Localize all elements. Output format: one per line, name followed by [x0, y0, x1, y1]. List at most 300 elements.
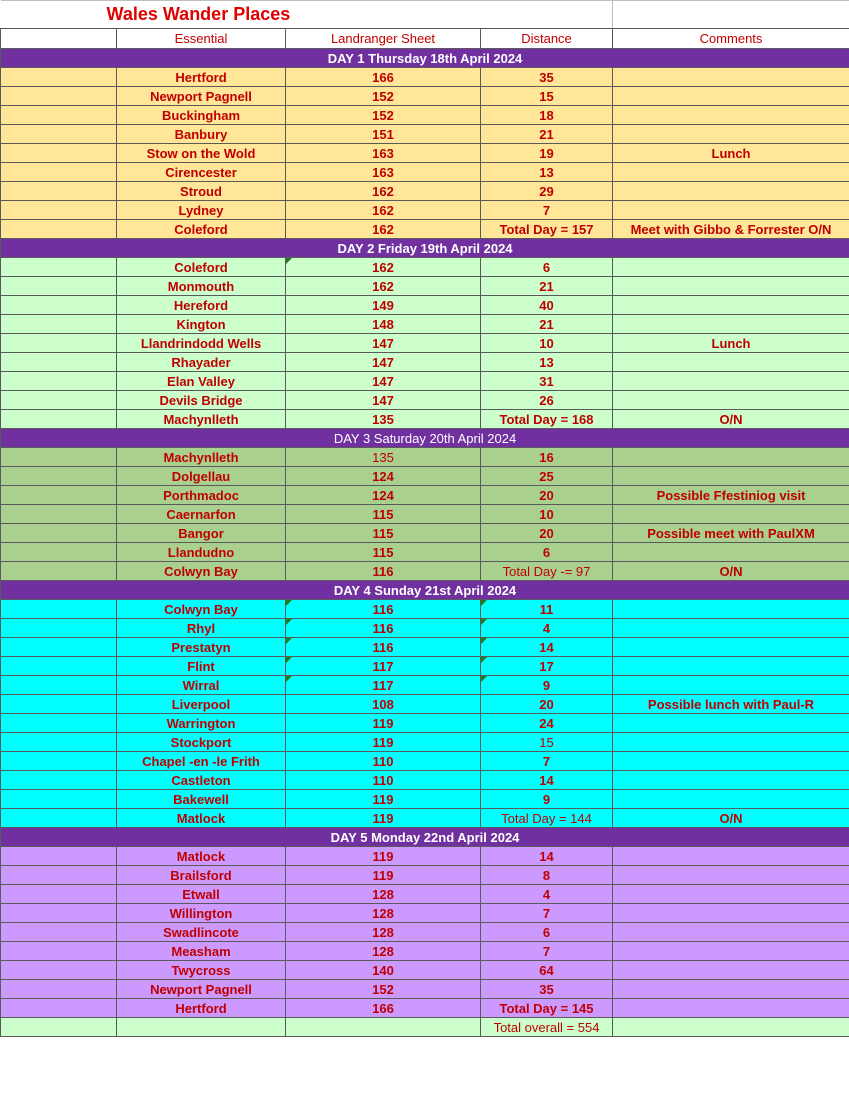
day-header-row	[1, 828, 849, 847]
comment-cell[interactable]: Meet with Gibbo & Forrester O/N	[613, 220, 849, 239]
distance-cell[interactable]: 21	[481, 277, 613, 296]
place-cell[interactable]: Kington	[117, 315, 286, 334]
comment-cell[interactable]	[613, 980, 849, 999]
comment-cell[interactable]	[613, 201, 849, 220]
sheet-cell[interactable]: 162	[286, 182, 481, 201]
stop-row	[1, 372, 849, 391]
header-row	[1, 29, 849, 49]
comment-cell[interactable]	[613, 353, 849, 372]
comment-cell[interactable]	[613, 638, 849, 657]
distance-cell[interactable]: Total Day = 157	[481, 220, 613, 239]
comment-cell[interactable]: Possible lunch with Paul-R	[613, 695, 849, 714]
place-cell[interactable]: Coleford	[117, 220, 286, 239]
place-cell[interactable]: Caernarfon	[117, 505, 286, 524]
empty-cell[interactable]	[1, 277, 117, 296]
comment-cell[interactable]	[613, 163, 849, 182]
stop-row	[1, 619, 849, 638]
sheet-cell[interactable]: 119	[286, 847, 481, 866]
day-header[interactable]: DAY 5 Monday 22nd April 2024	[1, 828, 849, 847]
sheet-cell[interactable]: 147	[286, 353, 481, 372]
distance-cell[interactable]: 6	[481, 923, 613, 942]
comment-cell[interactable]	[613, 372, 849, 391]
sheet-cell[interactable]: 152	[286, 980, 481, 999]
stop-row	[1, 296, 849, 315]
stop-row	[1, 866, 849, 885]
comment-cell[interactable]	[613, 942, 849, 961]
empty-cell[interactable]	[1, 486, 117, 505]
empty-cell[interactable]	[1, 847, 117, 866]
sheet-cell[interactable]: 124	[286, 486, 481, 505]
empty-cell[interactable]	[1, 543, 117, 562]
stop-row	[1, 486, 849, 505]
empty-cell[interactable]	[286, 1018, 481, 1037]
sheet-cell[interactable]: 116	[286, 619, 481, 638]
comment-cell[interactable]	[613, 68, 849, 87]
empty-cell[interactable]	[1, 29, 117, 49]
stop-row	[1, 524, 849, 543]
comment-cell[interactable]	[613, 543, 849, 562]
distance-cell[interactable]: 29	[481, 182, 613, 201]
distance-cell[interactable]: Total Day -= 97	[481, 562, 613, 581]
place-cell[interactable]: Stockport	[117, 733, 286, 752]
empty-cell[interactable]	[1, 562, 117, 581]
comment-cell[interactable]	[613, 752, 849, 771]
place-cell[interactable]: Newport Pagnell	[117, 87, 286, 106]
sheet-cell[interactable]: 119	[286, 790, 481, 809]
header-distance[interactable]: Distance	[481, 29, 613, 49]
stop-row	[1, 543, 849, 562]
distance-cell[interactable]: 20	[481, 695, 613, 714]
place-cell[interactable]: Castleton	[117, 771, 286, 790]
sheet-cell[interactable]: 163	[286, 163, 481, 182]
distance-cell[interactable]: 24	[481, 714, 613, 733]
total-overall-cell[interactable]: Total overall = 554	[481, 1018, 613, 1037]
distance-cell[interactable]: 31	[481, 372, 613, 391]
empty-cell[interactable]	[613, 1018, 849, 1037]
distance-cell[interactable]: 7	[481, 752, 613, 771]
distance-cell[interactable]: 6	[481, 258, 613, 277]
sheet-cell[interactable]: 124	[286, 467, 481, 486]
place-cell[interactable]: Cirencester	[117, 163, 286, 182]
place-cell[interactable]: Colwyn Bay	[117, 562, 286, 581]
comment-cell[interactable]	[613, 467, 849, 486]
day-header-row	[1, 429, 849, 448]
place-cell[interactable]: Buckingham	[117, 106, 286, 125]
sheet-title[interactable]: Wales Wander Places	[1, 1, 481, 29]
stop-row	[1, 638, 849, 657]
place-cell[interactable]: Newport Pagnell	[117, 980, 286, 999]
distance-cell[interactable]: 10	[481, 505, 613, 524]
empty-cell[interactable]	[1, 733, 117, 752]
comment-cell[interactable]	[613, 904, 849, 923]
distance-cell[interactable]: 14	[481, 638, 613, 657]
empty-cell[interactable]	[1, 600, 117, 619]
stop-row	[1, 923, 849, 942]
place-cell[interactable]: Measham	[117, 942, 286, 961]
place-cell[interactable]: Banbury	[117, 125, 286, 144]
sheet-cell[interactable]: 115	[286, 524, 481, 543]
distance-cell[interactable]: 10	[481, 334, 613, 353]
stop-row	[1, 334, 849, 353]
place-cell[interactable]: Monmouth	[117, 277, 286, 296]
stop-row	[1, 714, 849, 733]
sheet-cell[interactable]: 128	[286, 904, 481, 923]
sheet-cell[interactable]: 147	[286, 391, 481, 410]
empty-cell[interactable]	[1, 163, 117, 182]
comment-cell[interactable]	[613, 87, 849, 106]
stop-row	[1, 600, 849, 619]
place-cell[interactable]: Wirral	[117, 676, 286, 695]
place-cell[interactable]: Hertford	[117, 68, 286, 87]
empty-cell[interactable]	[1, 410, 117, 429]
sheet-cell[interactable]: 151	[286, 125, 481, 144]
distance-cell[interactable]: 4	[481, 619, 613, 638]
comment-cell[interactable]	[613, 999, 849, 1018]
sheet-cell[interactable]: 119	[286, 809, 481, 828]
empty-cell[interactable]	[1, 68, 117, 87]
distance-cell[interactable]: 8	[481, 866, 613, 885]
place-cell[interactable]: Flint	[117, 657, 286, 676]
empty-cell[interactable]	[1, 771, 117, 790]
place-cell[interactable]: Bangor	[117, 524, 286, 543]
comment-cell[interactable]: Possible Ffestiniog visit	[613, 486, 849, 505]
comment-cell[interactable]	[613, 619, 849, 638]
distance-cell[interactable]: Total Day = 144	[481, 809, 613, 828]
distance-cell[interactable]: 35	[481, 68, 613, 87]
empty-cell[interactable]	[1, 999, 117, 1018]
comment-cell[interactable]	[613, 866, 849, 885]
distance-cell[interactable]: 21	[481, 315, 613, 334]
empty-cell[interactable]	[1, 923, 117, 942]
place-cell[interactable]: Stroud	[117, 182, 286, 201]
comment-cell[interactable]	[613, 106, 849, 125]
sheet-cell[interactable]: 140	[286, 961, 481, 980]
sheet-cell[interactable]: 162	[286, 277, 481, 296]
distance-cell[interactable]: 9	[481, 790, 613, 809]
empty-cell[interactable]	[1, 714, 117, 733]
distance-cell[interactable]: 14	[481, 847, 613, 866]
comment-cell[interactable]	[613, 961, 849, 980]
empty-cell[interactable]	[1, 258, 117, 277]
distance-cell[interactable]: 20	[481, 486, 613, 505]
distance-cell[interactable]: 15	[481, 733, 613, 752]
empty-cell[interactable]	[1, 752, 117, 771]
distance-cell[interactable]: 15	[481, 87, 613, 106]
header-essential[interactable]: Essential	[117, 29, 286, 49]
comment-cell[interactable]	[613, 923, 849, 942]
comment-cell[interactable]	[613, 182, 849, 201]
distance-cell[interactable]: 18	[481, 106, 613, 125]
sheet-cell[interactable]: 128	[286, 942, 481, 961]
sheet-cell[interactable]: 163	[286, 144, 481, 163]
empty-cell[interactable]	[1, 505, 117, 524]
sheet-cell[interactable]: 147	[286, 334, 481, 353]
sheet-cell[interactable]: 108	[286, 695, 481, 714]
distance-cell[interactable]: 26	[481, 391, 613, 410]
stop-row	[1, 790, 849, 809]
comment-cell[interactable]: O/N	[613, 410, 849, 429]
stop-row	[1, 980, 849, 999]
header-comments[interactable]: Comments	[613, 29, 849, 49]
comment-cell[interactable]: Lunch	[613, 334, 849, 353]
distance-cell[interactable]: 64	[481, 961, 613, 980]
empty-cell[interactable]	[1, 809, 117, 828]
empty-cell[interactable]	[1, 1018, 117, 1037]
sheet-cell[interactable]: 162	[286, 220, 481, 239]
stop-row	[1, 353, 849, 372]
stop-row	[1, 315, 849, 334]
distance-cell[interactable]: 13	[481, 353, 613, 372]
stop-row	[1, 68, 849, 87]
distance-cell[interactable]: 17	[481, 657, 613, 676]
empty-cell[interactable]	[1, 106, 117, 125]
stop-row	[1, 999, 849, 1018]
distance-cell[interactable]: Total Day = 145	[481, 999, 613, 1018]
empty-cell[interactable]	[1, 961, 117, 980]
comment-cell[interactable]	[613, 657, 849, 676]
empty-cell[interactable]	[1, 619, 117, 638]
sheet-cell[interactable]: 135	[286, 448, 481, 467]
stop-row	[1, 942, 849, 961]
empty-cell[interactable]	[117, 1018, 286, 1037]
stop-row	[1, 125, 849, 144]
comment-cell[interactable]	[613, 505, 849, 524]
comment-cell[interactable]: Lunch	[613, 144, 849, 163]
sheet-cell[interactable]: 119	[286, 866, 481, 885]
stop-row	[1, 163, 849, 182]
comment-cell[interactable]	[613, 391, 849, 410]
place-cell[interactable]: Llandrindodd Wells	[117, 334, 286, 353]
sheet-cell[interactable]: 128	[286, 923, 481, 942]
stop-row	[1, 106, 849, 125]
sheet-cell[interactable]: 128	[286, 885, 481, 904]
place-cell[interactable]: Llandudno	[117, 543, 286, 562]
place-cell[interactable]: Prestatyn	[117, 638, 286, 657]
sheet-cell[interactable]: 116	[286, 562, 481, 581]
comment-cell[interactable]: O/N	[613, 562, 849, 581]
comment-cell[interactable]	[613, 296, 849, 315]
stop-row	[1, 87, 849, 106]
sheet-cell[interactable]: 116	[286, 600, 481, 619]
empty-cell[interactable]	[1, 334, 117, 353]
total-row	[1, 1018, 849, 1037]
place-cell[interactable]: Twycross	[117, 961, 286, 980]
empty-cell[interactable]	[1, 220, 117, 239]
distance-cell[interactable]: 21	[481, 125, 613, 144]
sheet-cell[interactable]: 147	[286, 372, 481, 391]
title-row	[1, 1, 849, 29]
comment-cell[interactable]	[613, 258, 849, 277]
empty-cell[interactable]	[1, 980, 117, 999]
place-cell[interactable]: Matlock	[117, 847, 286, 866]
distance-cell[interactable]: 13	[481, 163, 613, 182]
stop-row	[1, 562, 849, 581]
sheet-cell[interactable]: 110	[286, 771, 481, 790]
stop-row	[1, 885, 849, 904]
empty-cell[interactable]	[1, 885, 117, 904]
distance-cell[interactable]: 11	[481, 600, 613, 619]
stop-row	[1, 657, 849, 676]
sheet-cell[interactable]: 115	[286, 505, 481, 524]
stop-row	[1, 277, 849, 296]
place-cell[interactable]: Coleford	[117, 258, 286, 277]
sheet-cell[interactable]: 115	[286, 543, 481, 562]
stop-row	[1, 505, 849, 524]
stop-row	[1, 752, 849, 771]
sheet-cell[interactable]: 166	[286, 68, 481, 87]
stop-row	[1, 676, 849, 695]
place-cell[interactable]: Brailsford	[117, 866, 286, 885]
day-header-row	[1, 239, 849, 258]
sheet-cell[interactable]: 152	[286, 106, 481, 125]
place-cell[interactable]: Porthmadoc	[117, 486, 286, 505]
empty-cell[interactable]	[1, 695, 117, 714]
sheet-cell[interactable]: 149	[286, 296, 481, 315]
comment-cell[interactable]: Possible meet with PaulXM	[613, 524, 849, 543]
empty-cell[interactable]	[1, 638, 117, 657]
empty-cell[interactable]	[1, 448, 117, 467]
place-cell[interactable]: Colwyn Bay	[117, 600, 286, 619]
stop-row	[1, 182, 849, 201]
empty-cell[interactable]	[1, 657, 117, 676]
place-cell[interactable]: Lydney	[117, 201, 286, 220]
comment-cell[interactable]	[613, 771, 849, 790]
distance-cell[interactable]: 25	[481, 467, 613, 486]
comment-cell[interactable]	[613, 676, 849, 695]
day-header[interactable]: DAY 4 Sunday 21st April 2024	[1, 581, 849, 600]
distance-cell[interactable]: 16	[481, 448, 613, 467]
sheet-cell[interactable]: 110	[286, 752, 481, 771]
distance-cell[interactable]: 35	[481, 980, 613, 999]
stop-row	[1, 467, 849, 486]
stop-row	[1, 448, 849, 467]
place-cell[interactable]: Dolgellau	[117, 467, 286, 486]
header-landranger-sheet[interactable]: Landranger Sheet	[286, 29, 481, 49]
comment-cell[interactable]	[613, 315, 849, 334]
sheet-cell[interactable]: 119	[286, 733, 481, 752]
stop-row	[1, 410, 849, 429]
place-cell[interactable]: Warrington	[117, 714, 286, 733]
empty-cell[interactable]	[1, 467, 117, 486]
empty-cell[interactable]	[1, 676, 117, 695]
place-cell[interactable]: Hertford	[117, 999, 286, 1018]
empty-cell[interactable]	[481, 1, 613, 29]
empty-cell[interactable]	[613, 1, 849, 29]
comment-cell[interactable]	[613, 448, 849, 467]
empty-cell[interactable]	[1, 790, 117, 809]
empty-cell[interactable]	[1, 866, 117, 885]
empty-cell[interactable]	[1, 391, 117, 410]
comment-cell[interactable]	[613, 277, 849, 296]
distance-cell[interactable]: 6	[481, 543, 613, 562]
place-cell[interactable]: Devils Bridge	[117, 391, 286, 410]
comment-cell[interactable]	[613, 847, 849, 866]
comment-cell[interactable]	[613, 714, 849, 733]
distance-cell[interactable]: 40	[481, 296, 613, 315]
stop-row	[1, 220, 849, 239]
distance-cell[interactable]: 19	[481, 144, 613, 163]
stop-row	[1, 258, 849, 277]
place-cell[interactable]: Machynlleth	[117, 410, 286, 429]
distance-cell[interactable]: 7	[481, 942, 613, 961]
distance-cell[interactable]: 7	[481, 904, 613, 923]
sheet-cell[interactable]: 116	[286, 638, 481, 657]
stop-row	[1, 847, 849, 866]
sheet-cell[interactable]: 152	[286, 87, 481, 106]
place-cell[interactable]: Liverpool	[117, 695, 286, 714]
sheet-cell[interactable]: 162	[286, 201, 481, 220]
comment-cell[interactable]: O/N	[613, 809, 849, 828]
sheet-cell[interactable]: 148	[286, 315, 481, 334]
distance-cell[interactable]: 20	[481, 524, 613, 543]
sheet-cell[interactable]: 119	[286, 714, 481, 733]
distance-cell[interactable]: 4	[481, 885, 613, 904]
stop-row	[1, 771, 849, 790]
sheet-cell[interactable]: 162	[286, 258, 481, 277]
sheet-cell[interactable]: 117	[286, 676, 481, 695]
place-cell[interactable]: Machynlleth	[117, 448, 286, 467]
comment-cell[interactable]	[613, 733, 849, 752]
empty-cell[interactable]	[1, 296, 117, 315]
place-cell[interactable]: Matlock	[117, 809, 286, 828]
place-cell[interactable]: Swadlincote	[117, 923, 286, 942]
sheet-cell[interactable]: 117	[286, 657, 481, 676]
place-cell[interactable]: Hereford	[117, 296, 286, 315]
comment-cell[interactable]	[613, 790, 849, 809]
place-cell[interactable]: Stow on the Wold	[117, 144, 286, 163]
day-header[interactable]: DAY 1 Thursday 18th April 2024	[1, 49, 849, 68]
place-cell[interactable]: Chapel -en -le Frith	[117, 752, 286, 771]
day-header-row	[1, 49, 849, 68]
comment-cell[interactable]	[613, 600, 849, 619]
empty-cell[interactable]	[1, 87, 117, 106]
stop-row	[1, 201, 849, 220]
stop-row	[1, 733, 849, 752]
stop-row	[1, 904, 849, 923]
empty-cell[interactable]	[1, 315, 117, 334]
empty-cell[interactable]	[1, 182, 117, 201]
empty-cell[interactable]	[1, 201, 117, 220]
empty-cell[interactable]	[1, 353, 117, 372]
place-cell[interactable]: Rhayader	[117, 353, 286, 372]
day-header[interactable]: DAY 3 Saturday 20th April 2024	[1, 429, 849, 448]
day-header-row	[1, 581, 849, 600]
place-cell[interactable]: Elan Valley	[117, 372, 286, 391]
comment-cell[interactable]	[613, 885, 849, 904]
stop-row	[1, 961, 849, 980]
distance-cell[interactable]: 9	[481, 676, 613, 695]
distance-cell[interactable]: 7	[481, 201, 613, 220]
place-cell[interactable]: Willington	[117, 904, 286, 923]
empty-cell[interactable]	[1, 144, 117, 163]
comment-cell[interactable]	[613, 125, 849, 144]
empty-cell[interactable]	[1, 904, 117, 923]
empty-cell[interactable]	[1, 372, 117, 391]
place-cell[interactable]: Etwall	[117, 885, 286, 904]
sheet-cell[interactable]: 135	[286, 410, 481, 429]
sheet-cell[interactable]: 166	[286, 999, 481, 1018]
place-cell[interactable]: Rhyl	[117, 619, 286, 638]
day-header[interactable]: DAY 2 Friday 19th April 2024	[1, 239, 849, 258]
distance-cell[interactable]: 14	[481, 771, 613, 790]
place-cell[interactable]: Bakewell	[117, 790, 286, 809]
distance-cell[interactable]: Total Day = 168	[481, 410, 613, 429]
stop-row	[1, 809, 849, 828]
empty-cell[interactable]	[1, 125, 117, 144]
empty-cell[interactable]	[1, 942, 117, 961]
empty-cell[interactable]	[1, 524, 117, 543]
stop-row	[1, 144, 849, 163]
